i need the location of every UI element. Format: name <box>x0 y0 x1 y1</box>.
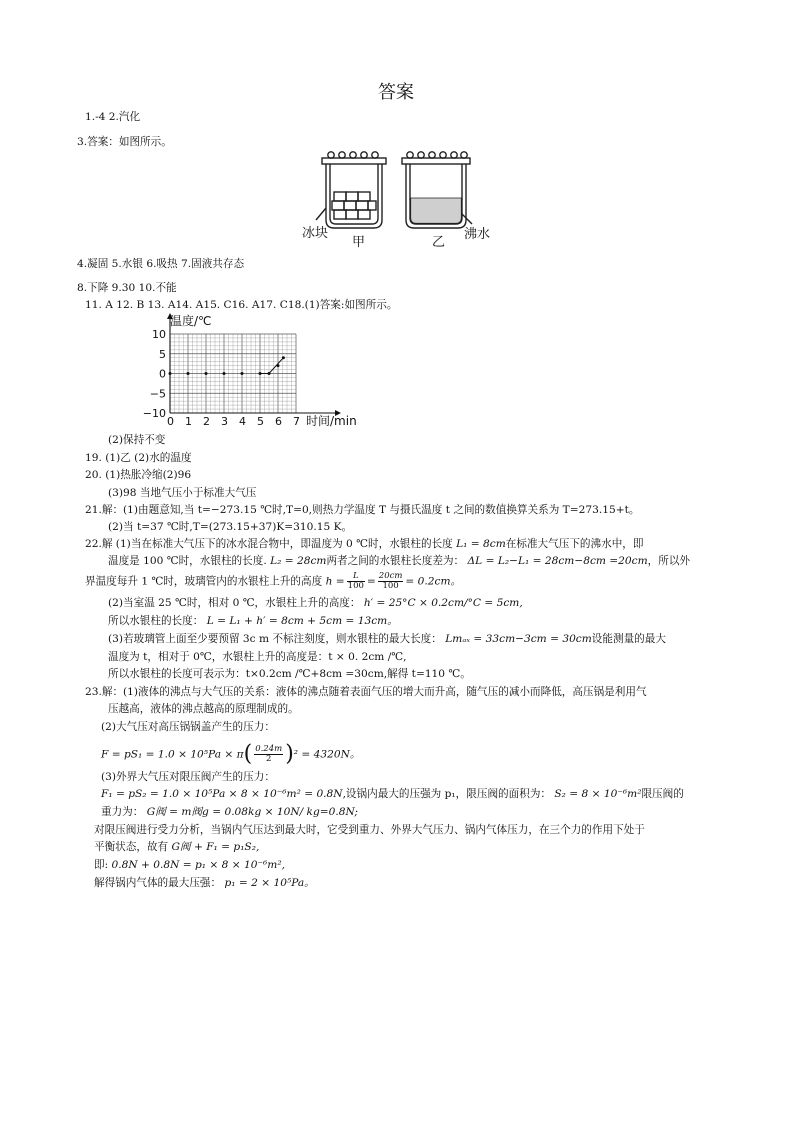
data-point <box>223 372 226 375</box>
x-axis-label: 时间/min <box>306 414 357 428</box>
answer-23-formula-f: F = pS₁ = 1.0 × 10⁵Pa × π( $\frac{0.24m}{2}$ )² = 4320N。 <box>101 741 361 767</box>
y-tick-label: 0 <box>159 367 166 381</box>
answer-3: 3.答案：如图所示。 <box>77 136 172 148</box>
x-tick-label: 0 <box>167 415 174 428</box>
data-point <box>241 372 244 375</box>
x-tick-label: 3 <box>221 415 228 428</box>
answer-23-line9: 平衡状态，故有 G阀 + F₁ = p₁S₂, <box>94 841 260 853</box>
answer-11-18: 11. A 12. B 13. A14. A15. C16. A17. C18.(1)答案:如图所示。 <box>85 299 398 311</box>
answer-23-line5: (3)外界大气压对限压阀产生的压力： <box>101 771 275 783</box>
answer-23-line11: 解得锅内气体的最大压强： p₁ = 2 × 10⁵Pa。 <box>94 877 315 889</box>
data-point <box>205 372 208 375</box>
ice-label: 冰块 <box>302 226 329 241</box>
answer-22-line8: 所以水银柱的长度可表示为：t×0.2cm /℃+8cm =30cm,解得 t=110 ℃。 <box>108 668 471 680</box>
answer-23-line3: (2)大气压对高压锅锅盖产生的压力： <box>101 721 275 733</box>
fraction-l-100: $\frac{L}{100}$ <box>347 571 364 591</box>
x-tick-label: 1 <box>185 415 192 428</box>
answer-23-line6: F₁ = pS₂ = 1.0 × 10⁵Pa × 8 × 10⁻⁶m² = 0.8N,设锅内最大的压强为 p₁，限压阀的面积为： S₂ = 8 × 10⁻⁶m²限压阀的 <box>101 788 684 800</box>
temperature-time-chart <box>140 310 370 430</box>
jia-label: 甲 <box>352 235 366 248</box>
chart-axes <box>167 313 341 416</box>
answer-8-10: 8.下降 9.30 10.不能 <box>77 282 177 294</box>
answer-21-1: 21.解：(1)由题意知,当 t=−273.15 ℃时,T=0,则热力学温度 T 与摄氏温度 t 之间的数值换算关系为 T=273.15+t。 <box>85 504 640 516</box>
x-tick-label: 4 <box>239 415 246 428</box>
answer-22-line4: (2)当室温 25 ℃时，相对 0 ℃，水银柱上升的高度： h′ = 25°C × 0.2cm/°C = 5cm, <box>108 597 523 609</box>
y-tick-label: 10 <box>152 328 166 341</box>
answer-23-line7: 重力为： G阀 = m阀g = 0.08kg × 10N/ kg=0.8N; <box>101 806 358 818</box>
y-tick-label: 5 <box>159 347 166 361</box>
answer-22-line1: 22.解 (1)当在标准大气压下的冰水混合物中，即温度为 0 ℃时，水银柱的长度 L₁ = 8cm在标准大气压下的沸水中，即 <box>85 538 644 550</box>
y-tick-label: −5 <box>149 387 166 401</box>
x-tick-label: 7 <box>293 415 300 428</box>
boiling-water <box>411 198 462 223</box>
answer-22-line7: 温度为 t，相对于 0℃，水银柱上升的高度是：t × 0. 2cm /℃, <box>108 651 407 663</box>
x-tick-label: 2 <box>203 415 210 428</box>
answer-22-line2: 温度是 100 ℃时，水银柱的长度. L₂ = 28cm两者之间的水银柱长度差为： ΔL = L₂−L₁ = 28cm−8cm =20cm，所以外 <box>108 555 691 567</box>
y-tick-label: −10 <box>142 407 166 420</box>
answer-22-line3: 界温度每升 1 ℃时，玻璃管内的水银柱上升的高度 h = $\frac{L}{100}$ = $\frac{20cm}{100}$ = 0.2cm。 <box>85 571 462 591</box>
answer-20-3: (3)98 当地气压小于标准大气压 <box>108 487 257 499</box>
answer-19: 19. (1)乙 (2)水的温度 <box>85 452 192 464</box>
page-title: 答案 <box>378 82 414 103</box>
x-tick-label: 6 <box>275 415 282 428</box>
answer-23-line1: 23.解：(1)液体的沸点与大气压的关系：液体的沸点随着表面气压的增大而升高，随气压的减小而降低，高压锅是利用气 <box>85 686 647 698</box>
yi-label: 乙 <box>432 235 446 248</box>
answer-21-2: (2)当 t=37 ℃时,T=(273.15+37)K=310.15 K。 <box>108 521 353 533</box>
answer-23-line8: 对限压阀进行受力分析，当锅内气压达到最大时，它受到重力、外界大气压力、锅内气体压力，在三个力的作用下处于 <box>94 824 645 836</box>
data-point <box>169 372 172 375</box>
answer-1-2: 1.-4 2.汽化 <box>85 111 141 123</box>
x-tick-label: 5 <box>257 415 264 428</box>
y-axis-label: 温度/℃ <box>170 314 212 328</box>
answer-18-2: (2)保持不变 <box>108 434 166 446</box>
water-label: 沸水 <box>464 227 491 242</box>
answer-20-1: 20. (1)热胀冷缩(2)96 <box>85 469 192 481</box>
answer-4-7: 4.凝固 5.水银 6.吸热 7.固液共存态 <box>77 258 245 270</box>
answer-23-line2: 压越高，液体的沸点越高的原理制成的。 <box>108 703 299 715</box>
beaker-jia <box>316 152 386 228</box>
fraction-20cm-100: $\frac{20cm}{100}$ <box>378 571 403 591</box>
answer-22-line5: 所以水银柱的长度： L = L₁ + h′ = 8cm + 5cm = 13cm。 <box>108 615 398 627</box>
data-point <box>187 372 190 375</box>
answer-22-line6: (3)若玻璃管上面至少要预留 3c m 不标注刻度，则水银柱的最大长度： Lmₐₓ = 33cm−3cm = 30cm设能测量的最大 <box>108 633 666 645</box>
answer-23-line10: 即: 0.8N + 0.8N = p₁ × 8 × 10⁻⁶m², <box>94 859 285 871</box>
beakers-figure <box>296 148 506 248</box>
